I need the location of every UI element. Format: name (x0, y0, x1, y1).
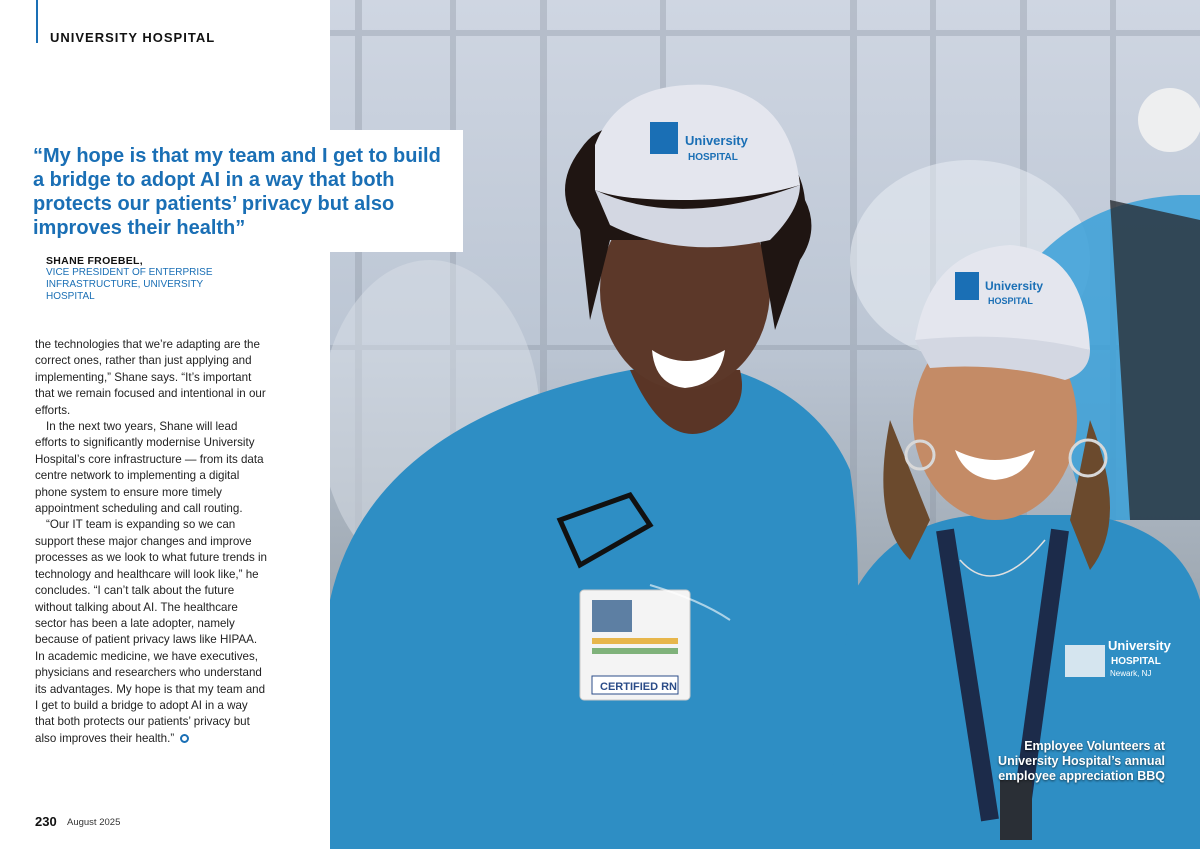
cap-sub-text: HOSPITAL (688, 152, 738, 163)
photo-caption: Employee Volunteers at University Hospital’s annual employee appreciation BBQ (998, 739, 1165, 783)
cap-brand-text: University (685, 133, 748, 148)
badge-label-text: CERTIFIED RN (600, 681, 677, 693)
attribution-name: SHANE FROEBEL, (46, 255, 143, 267)
shirt-sub-text: HOSPITAL (1111, 656, 1161, 667)
page-number: 230 (35, 814, 57, 829)
body-paragraph-text: In the next two years, Shane will lead efforts to significantly modernise University Hospital’s core infrastructure — from its data centre network to implementing a digital phone system to ensure more timely appointment scheduling and call routing. (35, 420, 264, 516)
issue-date: August 2025 (67, 817, 121, 828)
end-mark-icon (180, 734, 189, 743)
body-paragraph (35, 419, 267, 517)
attribution-role: VICE PRESIDENT OF ENTERPRISE INFRASTRUCTURE, UNIVERSITY HOSPITAL (46, 267, 213, 302)
cap-brand-text: University (985, 279, 1044, 293)
pull-quote: “My hope is that my team and I get to build a bridge to adopt AI in a way that both protects our patients’ privacy but also improves their health” (33, 145, 441, 239)
volunteers-photo (330, 0, 1200, 849)
shirt-brand-text: University (1108, 638, 1171, 653)
header-rule (36, 0, 38, 43)
body-paragraph-text: “Our IT team is expanding so we can support these major changes and improve processes as we look to what future trends in technology and healthcare will look like,” he concludes. “I can’t talk about the future without talking about AI. The healthcare sector has been a late adopter, namely because of patient privacy laws like HIPAA. In academic medicine, we have executives, physicians and researchers who understand its advantages. My hope is that my team and I get to build a bridge to adopt AI in a way that both protects our patients’ privacy but also improves their health.” (35, 518, 267, 745)
cap-sub-text: HOSPITAL (988, 296, 1033, 306)
body-paragraph (35, 517, 267, 747)
photo-illustration (330, 0, 1200, 849)
pull-quote-box (0, 130, 463, 252)
article-body (35, 337, 267, 747)
text-column (0, 0, 330, 849)
body-paragraph: the technologies that we’re adapting are the correct ones, rather than just applying and implementing,” Shane says. “It’s important that we remain focused and intentional in our efforts. (35, 338, 266, 417)
shirt-city-text: Newark, NJ (1110, 669, 1152, 678)
section-label: UNIVERSITY HOSPITAL (50, 30, 216, 45)
